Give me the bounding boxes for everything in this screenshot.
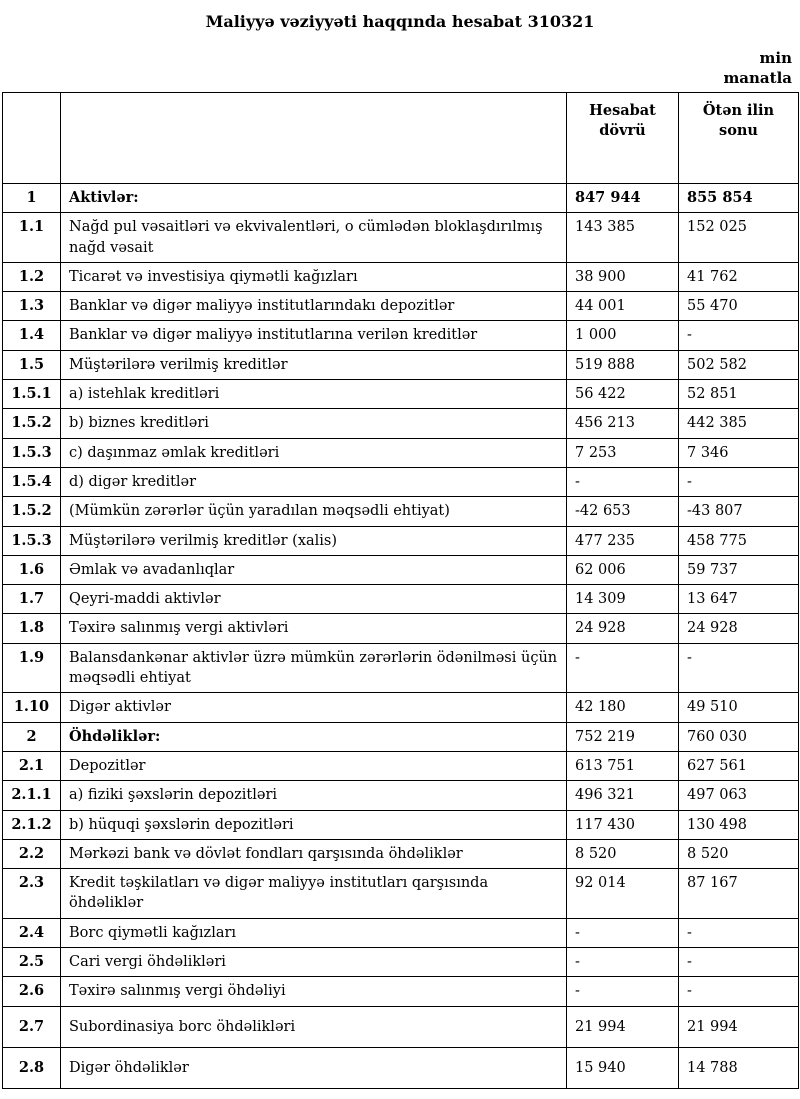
financial-position-table xyxy=(2,92,799,1089)
row-prior-value: 7 346 xyxy=(679,438,799,467)
row-prior-value: - xyxy=(679,467,799,496)
row-item-name: a) istehlak kreditləri xyxy=(61,380,567,409)
row-code: 2.4 xyxy=(3,918,61,947)
row-current-value: 613 751 xyxy=(567,751,679,780)
page-title: Maliyyə vəziyyəti haqqında hesabat 310321 xyxy=(205,12,595,31)
row-current-value: 15 940 xyxy=(567,1047,679,1088)
row-current-value: 92 014 xyxy=(567,869,679,919)
row-code: 2.8 xyxy=(3,1047,61,1088)
table-row xyxy=(3,380,799,409)
table-row xyxy=(3,585,799,614)
row-prior-value: 13 647 xyxy=(679,585,799,614)
row-current-value: - xyxy=(567,918,679,947)
row-code: 1.1 xyxy=(3,213,61,263)
row-prior-value: -43 807 xyxy=(679,497,799,526)
row-prior-value: - xyxy=(679,643,799,693)
row-item-name: Banklar və digər maliyyə institutlarındakı depozitlər xyxy=(61,292,567,321)
row-code: 1.5.2 xyxy=(3,497,61,526)
row-prior-value: 8 520 xyxy=(679,839,799,868)
row-item-name: c) daşınmaz əmlak kreditləri xyxy=(61,438,567,467)
row-current-value: 143 385 xyxy=(567,213,679,263)
row-prior-value: 627 561 xyxy=(679,751,799,780)
row-current-value: - xyxy=(567,643,679,693)
row-code: 1.3 xyxy=(3,292,61,321)
row-code: 2.5 xyxy=(3,948,61,977)
table-row xyxy=(3,1047,799,1088)
row-current-value: 56 422 xyxy=(567,380,679,409)
unit-note-line2: manatla xyxy=(723,68,792,87)
row-item-name: a) fiziki şəxslərin depozitləri xyxy=(61,781,567,810)
table-row xyxy=(3,839,799,868)
table-row xyxy=(3,643,799,693)
table-row xyxy=(3,262,799,291)
table-row xyxy=(3,467,799,496)
row-current-value: - xyxy=(567,977,679,1006)
row-current-value: 62 006 xyxy=(567,555,679,584)
row-current-value: 14 309 xyxy=(567,585,679,614)
row-current-value: 752 219 xyxy=(567,722,679,751)
row-current-value: 8 520 xyxy=(567,839,679,868)
row-item-name: b) hüquqi şəxslərin depozitləri xyxy=(61,810,567,839)
row-code: 2.1.2 xyxy=(3,810,61,839)
row-prior-value: 855 854 xyxy=(679,184,799,213)
row-current-value: 44 001 xyxy=(567,292,679,321)
row-current-value: - xyxy=(567,948,679,977)
row-current-value: 117 430 xyxy=(567,810,679,839)
table-row xyxy=(3,614,799,643)
unit-note-line1: min xyxy=(759,49,792,67)
table-row xyxy=(3,722,799,751)
row-prior-value: 152 025 xyxy=(679,213,799,263)
row-item-name: d) digər kreditlər xyxy=(61,467,567,496)
table-row xyxy=(3,948,799,977)
row-prior-value: - xyxy=(679,918,799,947)
row-item-name: Aktivlər: xyxy=(61,184,567,213)
row-prior-value: 130 498 xyxy=(679,810,799,839)
table-row xyxy=(3,321,799,350)
row-code: 1 xyxy=(3,184,61,213)
row-prior-value: 502 582 xyxy=(679,350,799,379)
table-row xyxy=(3,292,799,321)
row-code: 1.4 xyxy=(3,321,61,350)
row-current-value: - xyxy=(567,467,679,496)
row-prior-value: 49 510 xyxy=(679,693,799,722)
table-row xyxy=(3,409,799,438)
row-code: 1.5.2 xyxy=(3,409,61,438)
row-item-name: Digər öhdəliklər xyxy=(61,1047,567,1088)
row-prior-value: 52 851 xyxy=(679,380,799,409)
table-row xyxy=(3,693,799,722)
row-code: 1.5.1 xyxy=(3,380,61,409)
table-row xyxy=(3,438,799,467)
table-row xyxy=(3,213,799,263)
unit-note xyxy=(2,49,792,88)
row-item-name: Öhdəliklər: xyxy=(61,722,567,751)
row-prior-value: - xyxy=(679,948,799,977)
row-current-value: 519 888 xyxy=(567,350,679,379)
row-item-name: Kredit təşkilatları və digər maliyyə institutları qarşısında öhdəliklər xyxy=(61,869,567,919)
header-code xyxy=(3,93,61,184)
row-item-name: Mərkəzi bank və dövlət fondları qarşısında öhdəliklər xyxy=(61,839,567,868)
row-item-name: Depozitlər xyxy=(61,751,567,780)
table-row xyxy=(3,869,799,919)
row-current-value: 477 235 xyxy=(567,526,679,555)
row-code: 2.6 xyxy=(3,977,61,1006)
row-prior-value: - xyxy=(679,977,799,1006)
table-row xyxy=(3,781,799,810)
row-prior-value: 59 737 xyxy=(679,555,799,584)
row-code: 1.5.3 xyxy=(3,438,61,467)
row-prior-value: 497 063 xyxy=(679,781,799,810)
row-prior-value: 442 385 xyxy=(679,409,799,438)
row-current-value: -42 653 xyxy=(567,497,679,526)
row-item-name: Subordinasiya borc öhdəlikləri xyxy=(61,1006,567,1047)
table-row xyxy=(3,751,799,780)
row-prior-value: 24 928 xyxy=(679,614,799,643)
row-item-name: Müştərilərə verilmiş kreditlər xyxy=(61,350,567,379)
row-item-name: b) biznes kreditləri xyxy=(61,409,567,438)
table-row xyxy=(3,497,799,526)
table-body xyxy=(3,184,799,1089)
row-code: 1.9 xyxy=(3,643,61,693)
row-code: 1.5.4 xyxy=(3,467,61,496)
row-item-name: Cari vergi öhdəlikləri xyxy=(61,948,567,977)
row-item-name: Borc qiymətli kağızları xyxy=(61,918,567,947)
row-code: 2.1.1 xyxy=(3,781,61,810)
header-current-period: Hesabat dövrü xyxy=(567,93,679,184)
row-item-name: (Mümkün zərərlər üçün yaradılan məqsədli ehtiyat) xyxy=(61,497,567,526)
row-item-name: Banklar və digər maliyyə institutlarına verilən kreditlər xyxy=(61,321,567,350)
row-item-name: Müştərilərə verilmiş kreditlər (xalis) xyxy=(61,526,567,555)
row-prior-value: 55 470 xyxy=(679,292,799,321)
row-item-name: Təxirə salınmış vergi aktivləri xyxy=(61,614,567,643)
row-code: 1.5 xyxy=(3,350,61,379)
table-row xyxy=(3,918,799,947)
row-code: 1.8 xyxy=(3,614,61,643)
row-prior-value: 14 788 xyxy=(679,1047,799,1088)
row-current-value: 496 321 xyxy=(567,781,679,810)
row-code: 2.3 xyxy=(3,869,61,919)
table-row xyxy=(3,184,799,213)
header-name xyxy=(61,93,567,184)
row-code: 1.5.3 xyxy=(3,526,61,555)
row-code: 2.7 xyxy=(3,1006,61,1047)
table-row xyxy=(3,555,799,584)
row-prior-value: 760 030 xyxy=(679,722,799,751)
row-code: 2 xyxy=(3,722,61,751)
header-prior-year-end: Ötən ilin sonu xyxy=(679,93,799,184)
row-code: 1.2 xyxy=(3,262,61,291)
row-item-name: Əmlak və avadanlıqlar xyxy=(61,555,567,584)
row-code: 2.1 xyxy=(3,751,61,780)
table-row xyxy=(3,810,799,839)
table-row xyxy=(3,977,799,1006)
row-current-value: 42 180 xyxy=(567,693,679,722)
row-item-name: Balansdankənar aktivlər üzrə mümkün zərərlərin ödənilməsi üçün məqsədli ehtiyat xyxy=(61,643,567,693)
row-current-value: 847 944 xyxy=(567,184,679,213)
row-code: 2.2 xyxy=(3,839,61,868)
row-prior-value: 87 167 xyxy=(679,869,799,919)
row-item-name: Digər aktivlər xyxy=(61,693,567,722)
row-prior-value: - xyxy=(679,321,799,350)
row-item-name: Təxirə salınmış vergi öhdəliyi xyxy=(61,977,567,1006)
table-header-row xyxy=(3,93,799,184)
row-prior-value: 458 775 xyxy=(679,526,799,555)
row-prior-value: 21 994 xyxy=(679,1006,799,1047)
row-current-value: 1 000 xyxy=(567,321,679,350)
table-row xyxy=(3,350,799,379)
row-item-name: Nağd pul vəsaitləri və ekvivalentləri, o cümlədən bloklaşdırılmış nağd vəsait xyxy=(61,213,567,263)
row-current-value: 21 994 xyxy=(567,1006,679,1047)
row-prior-value: 41 762 xyxy=(679,262,799,291)
table-row xyxy=(3,1006,799,1047)
row-code: 1.7 xyxy=(3,585,61,614)
table-row xyxy=(3,526,799,555)
row-current-value: 38 900 xyxy=(567,262,679,291)
row-item-name: Qeyri-maddi aktivlər xyxy=(61,585,567,614)
row-code: 1.10 xyxy=(3,693,61,722)
row-item-name: Ticarət və investisiya qiymətli kağızları xyxy=(61,262,567,291)
row-current-value: 456 213 xyxy=(567,409,679,438)
row-current-value: 24 928 xyxy=(567,614,679,643)
row-current-value: 7 253 xyxy=(567,438,679,467)
row-code: 1.6 xyxy=(3,555,61,584)
